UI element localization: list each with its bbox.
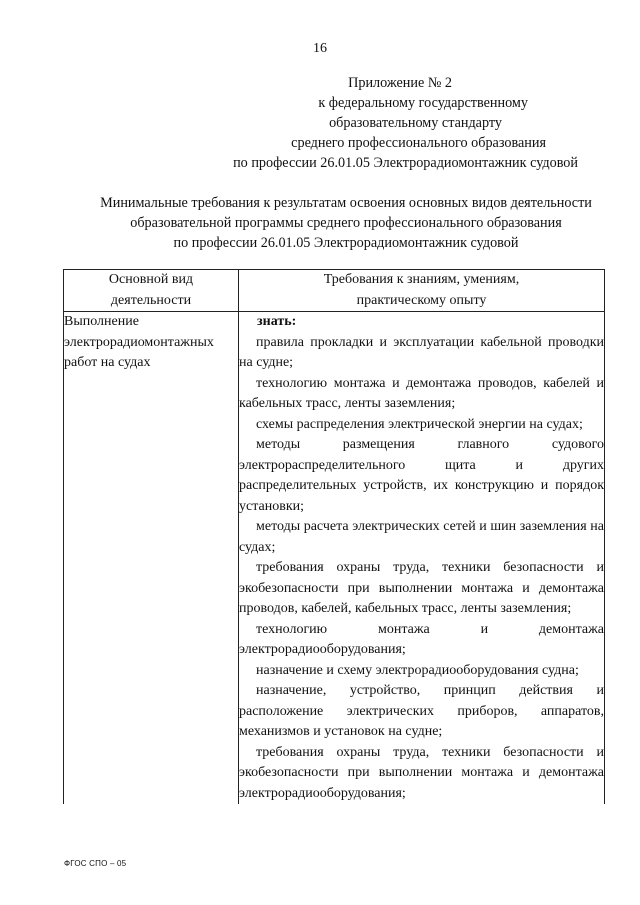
activity-column-header bbox=[64, 270, 239, 312]
appendix-line: среднего профессионального образования bbox=[291, 135, 546, 151]
knowledge-label: знать: bbox=[257, 314, 297, 329]
appendix-line: образовательному стандарту bbox=[329, 115, 502, 131]
requirement-item: технологию монтажа и демонтажа проводов, кабелей и кабельных трасс, ленты заземления; bbox=[239, 375, 604, 411]
header-line: практическому опыту bbox=[356, 292, 487, 308]
activity-line: работ на судах bbox=[64, 355, 151, 370]
appendix-header bbox=[233, 73, 578, 173]
activity-line: электрорадиомонтажных bbox=[64, 334, 214, 350]
heading-line: по профессии 26.01.05 Электрорадиомонтажник судовой bbox=[173, 235, 519, 251]
header-line: деятельности bbox=[110, 292, 192, 308]
requirements-column-header bbox=[239, 270, 605, 312]
table-header-row bbox=[64, 270, 605, 312]
requirement-item: правила прокладки и эксплуатации кабельной проводки на судне; bbox=[239, 334, 604, 370]
activity-cell bbox=[64, 312, 239, 805]
requirement-item: требования охраны труда, техники безопасности и экобезопасности при выполнении монтажа и демонтажа электрорадиооборудования; bbox=[239, 744, 604, 801]
document-heading bbox=[60, 193, 632, 253]
appendix-line: к федеральному государственному bbox=[318, 95, 528, 111]
footer-code: ФГОС СПО – 05 bbox=[64, 859, 127, 868]
appendix-line: по профессии 26.01.05 Электрорадиомонтажник судовой bbox=[233, 155, 578, 171]
page-number: 16 bbox=[313, 41, 327, 56]
requirement-item: методы расчета электрических сетей и шин заземления на судах; bbox=[239, 519, 604, 555]
appendix-title: Приложение № 2 bbox=[348, 75, 452, 91]
table-row bbox=[64, 312, 605, 805]
heading-line: Минимальные требования к результатам освоения основных видов деятельности bbox=[100, 195, 592, 211]
requirements-cell bbox=[239, 312, 605, 805]
heading-line: образовательной программы среднего профессионального образования bbox=[130, 215, 562, 231]
requirement-item: схемы распределения электрической энергии на судах; bbox=[256, 416, 583, 432]
activity-line: Выполнение bbox=[64, 314, 139, 329]
requirement-item: требования охраны труда, техники безопасности и экобезопасности при выполнении монтажа и демонтажа проводов, кабелей, кабельных трасс, ленты заземления; bbox=[239, 560, 604, 616]
requirement-item: технологию монтажа и демонтажа электрорадиооборудования; bbox=[239, 621, 604, 657]
requirement-item: методы размещения главного судового электрораспределительного щита и других распределительных устройств, их конструкцию и порядок установки; bbox=[239, 437, 604, 514]
requirement-item: назначение и схему электрорадиооборудования судна; bbox=[256, 662, 579, 678]
requirement-item: назначение, устройство, принцип действия и расположение электрических приборов, аппаратов, механизмов и установок на судне; bbox=[239, 683, 604, 739]
requirements-table bbox=[63, 269, 605, 804]
header-line: Требования к знаниям, умениям, bbox=[323, 272, 520, 287]
header-line: Основной вид bbox=[108, 272, 194, 287]
